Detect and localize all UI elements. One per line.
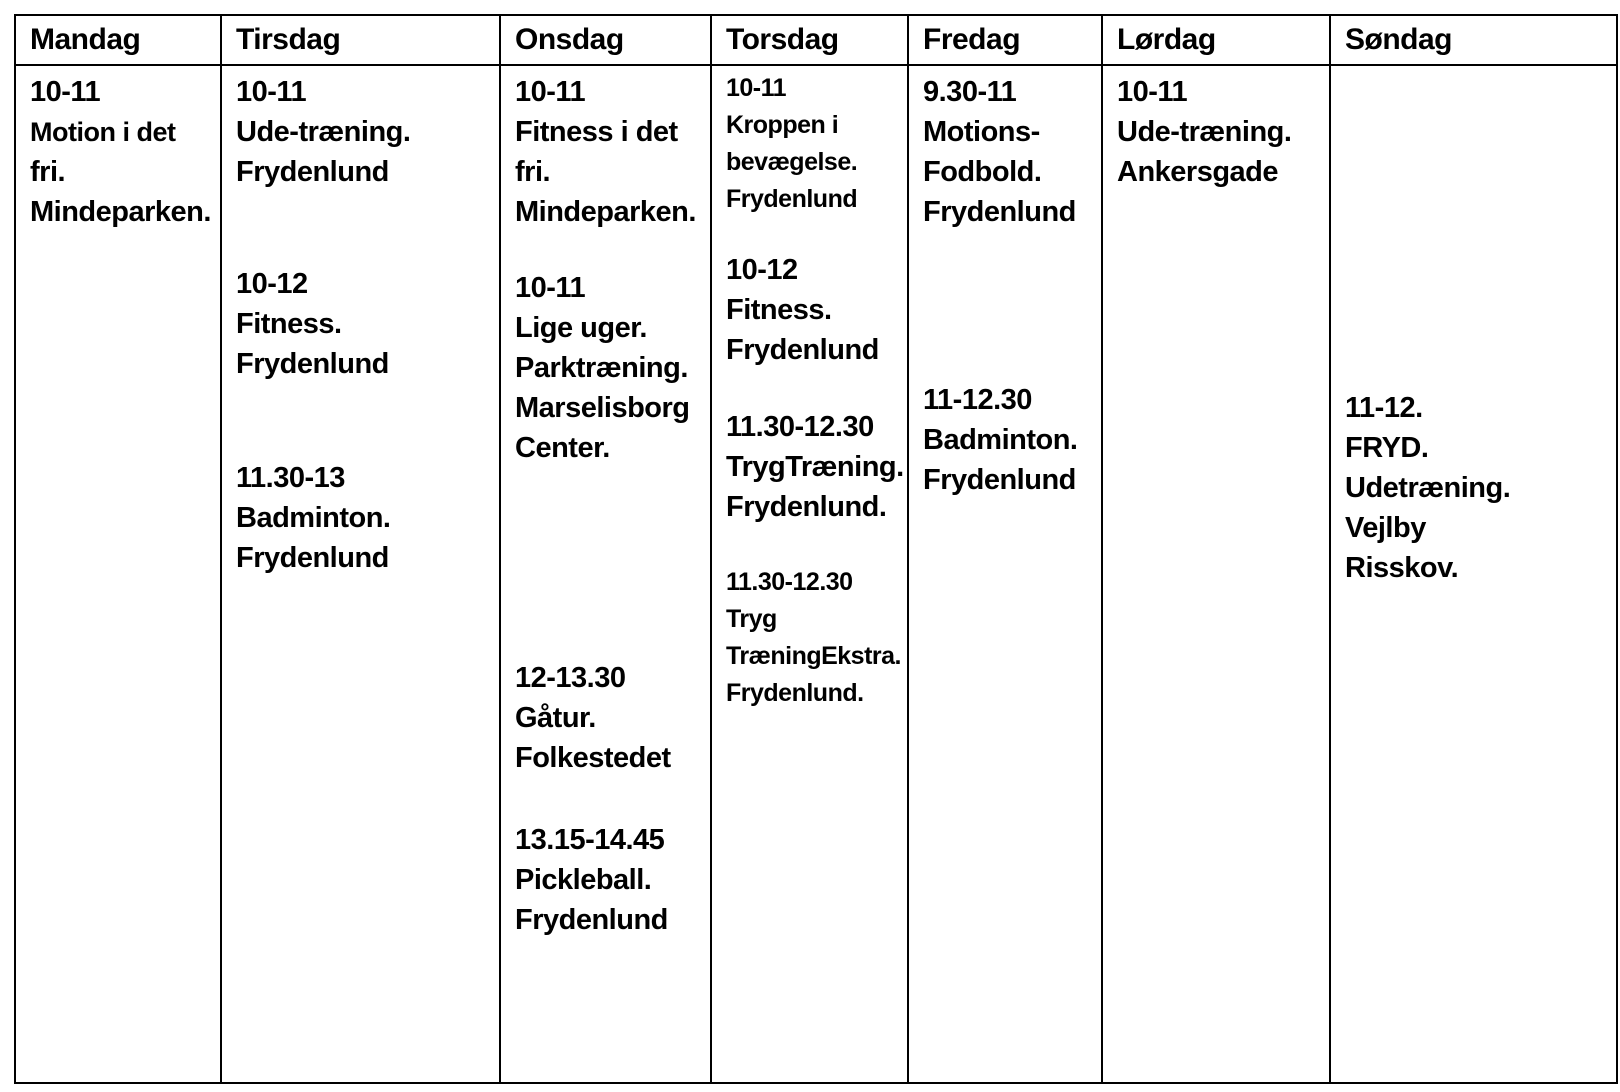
header-row	[15, 15, 1617, 65]
activity-location: Frydenlund	[515, 904, 668, 936]
activity-location: Frydenlund.	[726, 679, 864, 707]
activity-entry	[726, 407, 905, 527]
activity-location: Vejlby	[1345, 512, 1426, 544]
day-cell-mandag	[15, 65, 221, 1083]
activity-entry	[30, 72, 218, 232]
activity-time: 11-12.30	[923, 384, 1032, 416]
activity-time: 10-11	[515, 76, 586, 108]
activity-line: Badminton.	[923, 424, 1078, 456]
activity-location: Marselisborg	[515, 392, 690, 424]
activity-line: fri.	[30, 156, 66, 188]
day-header-fredag: Fredag	[908, 15, 1102, 65]
activity-time: 10-11	[726, 74, 787, 102]
activity-location: Mindeparken.	[30, 196, 211, 228]
activity-location: Center.	[515, 432, 610, 464]
activity-line: FRYD.	[1345, 432, 1429, 464]
activity-line: Fitness i det	[515, 116, 678, 148]
activity-time: 11-12.	[1345, 392, 1423, 424]
activity-entry	[515, 72, 708, 232]
activity-line: Ude-træning.	[236, 116, 411, 148]
activity-time: 9.30-11	[923, 76, 1017, 108]
activity-line: Parktræning.	[515, 352, 688, 384]
activity-location: Frydenlund	[236, 156, 389, 188]
day-header-lordag: Lørdag	[1102, 15, 1330, 65]
activity-entry	[236, 458, 497, 578]
activity-line: Motions-	[923, 116, 1040, 148]
day-cell-fredag	[908, 65, 1102, 1083]
activity-time: 10-12	[236, 268, 308, 300]
activity-time: 11.30-12.30	[726, 411, 874, 443]
activity-entry	[236, 72, 497, 192]
activity-time: 10-11	[30, 76, 101, 108]
weekly-schedule-table	[14, 14, 1618, 1084]
day-header-onsdag: Onsdag	[500, 15, 711, 65]
activity-time: 11.30-12.30	[726, 568, 853, 596]
activity-entry	[515, 658, 708, 778]
activity-entry	[1345, 388, 1614, 588]
activity-line: Fitness.	[236, 308, 342, 340]
activity-entry	[923, 380, 1099, 500]
activity-time: 13.15-14.45	[515, 824, 665, 856]
activity-time: 11.30-13	[236, 462, 345, 494]
day-cell-tirsdag	[221, 65, 500, 1083]
day-header-mandag: Mandag	[15, 15, 221, 65]
activity-location: Frydenlund	[923, 464, 1076, 496]
activity-location: Frydenlund.	[726, 491, 887, 523]
activity-line: Ude-træning.	[1117, 116, 1292, 148]
activity-entry	[515, 268, 708, 468]
activity-location: Frydenlund	[923, 196, 1076, 228]
activity-entry	[236, 264, 497, 384]
activity-entry	[1117, 72, 1327, 192]
activity-line: Tryg	[726, 605, 777, 633]
activity-line: Pickleball.	[515, 864, 652, 896]
activity-line: Gåtur.	[515, 702, 596, 734]
activity-location: Ankersgade	[1117, 156, 1279, 188]
activity-location: Folkestedet	[515, 742, 671, 774]
activity-location: Frydenlund	[726, 185, 858, 213]
activity-location: Frydenlund	[236, 348, 389, 380]
day-header-tirsdag: Tirsdag	[221, 15, 500, 65]
activity-location: Frydenlund	[726, 334, 879, 366]
day-cell-lordag	[1102, 65, 1330, 1083]
activity-line: Badminton.	[236, 502, 391, 534]
activity-location: Frydenlund	[236, 542, 389, 574]
activity-time: 10-11	[515, 272, 586, 304]
activity-location: Risskov.	[1345, 552, 1459, 584]
activity-line: Fitness.	[726, 294, 832, 326]
day-cell-onsdag	[500, 65, 711, 1083]
activities-row	[15, 65, 1617, 1083]
day-header-sondag: Søndag	[1330, 15, 1617, 65]
activity-time: 10-11	[1117, 76, 1188, 108]
activity-time: 10-12	[726, 254, 798, 286]
activity-time: 10-11	[236, 76, 307, 108]
activity-entry	[923, 72, 1099, 232]
activity-line: Udetræning.	[1345, 472, 1511, 504]
day-header-torsdag: Torsdag	[711, 15, 908, 65]
activity-time: 12-13.30	[515, 662, 626, 694]
activity-line: bevægelse.	[726, 148, 858, 176]
activity-line: TræningEkstra.	[726, 642, 901, 670]
day-cell-torsdag	[711, 65, 908, 1083]
activity-line: fri.	[515, 156, 551, 188]
activity-line: Kroppen i	[726, 111, 839, 139]
activity-line: Lige uger.	[515, 312, 647, 344]
activity-entry	[726, 564, 905, 712]
activity-entry	[726, 70, 905, 218]
day-cell-sondag	[1330, 65, 1617, 1083]
activity-location: Mindeparken.	[515, 196, 696, 228]
activity-entry	[515, 820, 708, 940]
activity-line: Fodbold.	[923, 156, 1042, 188]
activity-entry	[726, 250, 905, 370]
activity-line: TrygTræning.	[726, 451, 904, 483]
activity-line: Motion i det	[30, 117, 176, 147]
